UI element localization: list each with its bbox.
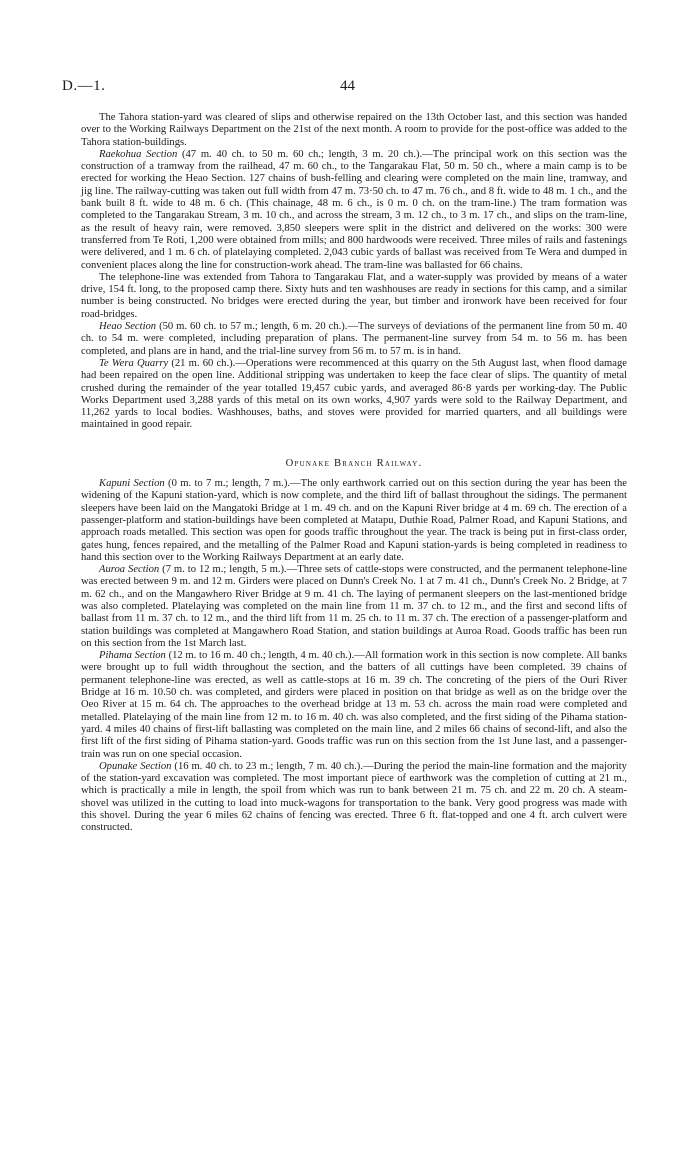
section-heading: Opunake Section <box>99 760 172 772</box>
paragraph-text: (16 m. 40 ch. to 23 m.; length, 7 m. 40 ch.).—During the period the main-line formation and the majority of the station-yard excavation was completed. The most important piece of earthwork was the completion of cutting at 21 m., which is practically a mile in length, the spoil from which was run to bank between 21 m. 75 ch. and 22 m. 20 ch. A steam-shovel was utilized in the cutting to load into muck-wagons for transportation to the bank. Very good progress was made with this shovel. During the year 6 miles 62 chains of fencing was erected. Three 6 ft. flat-topped and one 4 ft. arch culvert were constructed. <box>81 760 627 834</box>
paragraph-text: (50 m. 60 ch. to 57 m.; length, 6 m. 20 ch.).—The surveys of deviations of the permanent line from 50 m. 40 ch. to 54 m. were completed, including preparation of plans. The permanent-line survey from 54 m. to 56 m. has been completed, and plans are in hand, and the trial-line survey from 56 m. to 57 m. is in hand. <box>81 321 627 357</box>
section-heading: Raekohua Section <box>99 148 178 160</box>
paragraph <box>81 564 627 650</box>
paragraph-text: (0 m. to 7 m.; length, 7 m.).—The only earthwork carried out on this section during the year has been the widening of the Kapuni station-yard, which is now complete, and the third lift of ballast throughout the sidings. The permanent sleepers have been laid on the Mangatoki Bridge at 1 m. 49 ch. and on the Kapuni River bridge at 4 m. 69 ch. The erection of a passenger-platform and station-buildings have been completed at Matapu, Duthie Road, Palmer Road, and Kapuni Stations, and approach roads metalled. This section was open for goods traffic throughout the year. The track is being put in first-class order, gates hung, fences repaired, and the metalling of the Palmer Road and Kapuni station-yards is being completed in readiness to hand this section over to the Working Railways Department at an early date. <box>81 478 627 563</box>
paragraph-text: (21 m. 60 ch.).—Operations were recommenced at this quarry on the 5th August last, when flood damage had been repaired on the open line. Additional stripping was undertaken to keep the face clear of slips. The quantity of metal crushed during the remainder of the year totalled 19,457 cubic yards, and averaged 86·8 yards per working-day. The Public Works Department used 3,288 yards of this metal on its own works, 4,907 yards were sold to the Railway Department, and 11,262 yards to local bodies. Washhouses, baths, and stoves were provided for married quarters, and all buildings were maintained in good repair. <box>81 357 627 431</box>
paragraph <box>81 650 627 761</box>
section-title: Opunake Branch Railway. <box>285 457 423 469</box>
section-heading: Pihama Section <box>99 650 166 662</box>
document-body <box>81 112 627 835</box>
paragraph <box>81 321 627 358</box>
paragraph <box>81 149 627 272</box>
section-heading: Auroa Section <box>99 564 160 576</box>
page-header <box>62 78 652 98</box>
section-heading: Kapuni Section <box>99 478 165 490</box>
section-heading: Te Wera Quarry <box>99 357 169 369</box>
paragraph <box>81 358 627 432</box>
document-reference: D.—1. <box>62 78 106 94</box>
paragraph-text: (47 m. 40 ch. to 50 m. 60 ch.; length, 3 m. 20 ch.).—The principal work on this section was the construction of a tramway from the railhead, 47 m. 60 ch., to the Tangarakau Flat, 50 m. 50 ch., where a main camp is to be erected for working the Heao Section. 127 chains of bush-felling and clearing were completed on the main line, tramway, and jig line. The railway-cutting was taken out full width from 47 m. 73·50 ch. to 47 m. 76 ch., and 8 ft. wide to 48 m. 1 ch., and the bank built 8 ft. wide to 48 m. 6 ch. (This chainage, 48 m. 6 ch., is 0 m. 0 ch. on the tram-line.) The tram formation was completed to the Tangarakau Stream, 3 m. 10 ch., and across the stream, 3 m. 12 ch., to 3 m. 17 ch., and slips on the tram-line, as the result of heavy rain, were removed. 3,850 sleepers were split in the district and delivered on the works: 300 were transferred from Te Roti, 1,200 were obtained from mills; and 800 hardwoods were received. Three miles of rails and fastenings were delivered, and 1 m. 6 ch. of platelaying completed. 2,043 cubic yards of ballast was received from Te Wera and dumped in convenient places along the line for construction-work ahead. The tram-line was ballasted for 66 chains. <box>81 148 627 271</box>
paragraph <box>81 478 627 564</box>
section-heading: Heao Section <box>99 321 157 333</box>
paragraph-text: The telephone-line was extended from Tahora to Tangarakau Flat, and a water-supply was provided by means of a water drive, 154 ft. long, to the proposed camp there. Sixty huts and ten washhouses are ready in sections for this camp, and a similar number is being constructed. No bridges were erected during the year, but timber and ironwork have been received for four road-bridges. <box>81 271 627 320</box>
page-number: 44 <box>340 78 355 94</box>
paragraph <box>81 112 627 149</box>
paragraph-text: (12 m. to 16 m. 40 ch.; length, 4 m. 40 ch.).—All formation work in this section is now complete. All banks were brought up to full width throughout the section, and the batters of all cuttings have been completed. 39 chains of permanent telephone-line was erected, as well as cattle-stops at 16 m. 39 ch. The concreting of the piers of the Ouri River Bridge at 16 m. 10.50 ch. was completed, and girders were placed in position on that bridge as well as on the bridge over the Oeo River at 15 m. 64 ch. The approaches to the overhead bridge at 13 m. 53 ch. across the main road were completed and metalled. Platelaying of the main line from 12 m. to 16 m. 40 ch. was also completed, and the first siding of the Pihama station-yard. 4 miles 40 chains of first-lift ballasting was completed on the main line, and 2 miles 66 chains of second-lift, and also the first lift of the first siding of Pihama station-yard. Goods traffic was run on this section from the 1st June last, and a passenger-train was run on one special occasion. <box>81 650 627 760</box>
paragraph <box>81 761 627 835</box>
paragraph-text: The Tahora station-yard was cleared of slips and otherwise repaired on the 13th October last, and this section was handed over to the Working Railways Department on the 21st of the next month. A room to provide for the post-office was added to the Tahora station-buildings. <box>81 112 627 148</box>
paragraph-text: (7 m. to 12 m.; length, 5 m.).—Three sets of cattle-stops were constructed, and the permanent telephone-line was erected between 9 m. and 12 m. Girders were placed on Dunn's Creek No. 1 at 7 m. 41 ch., Dunn's Creek No. 2 Bridge, at 7 m. 62 ch., and on the Mangawhero River Bridge at 9 m. 41 ch. The laying of permanent sleepers on the last-mentioned bridge was also completed. Platelaying was completed on the main line from 11 m. 37 ch. to 12 m., and the first and second lifts of ballast from 11 m. 37 ch. to 12 m., and the third lift from 11 m. 25 ch. to 11 m. 37 ch. The erection of a passenger-platform and station buildings was completed at Mangawhero Road Station, and station buildings at Auroa Road. Goods traffic has been run on this section from the 1st March last. <box>81 564 627 649</box>
paragraph <box>81 272 627 321</box>
